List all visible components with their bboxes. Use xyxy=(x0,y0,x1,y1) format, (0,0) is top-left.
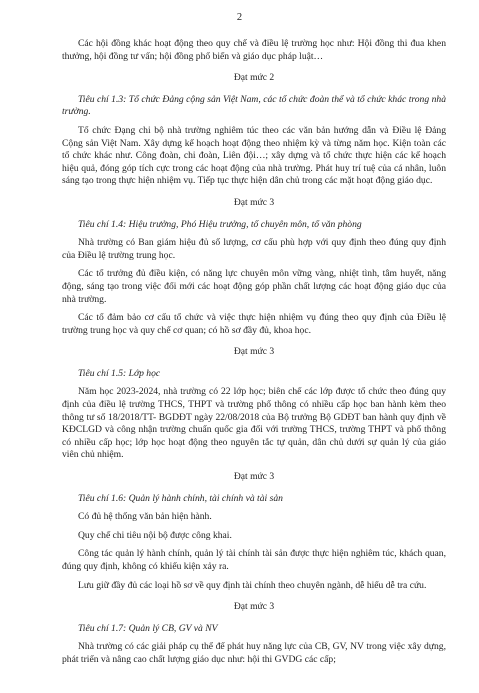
paragraph: Các tổ đảm bảo cơ cấu tổ chức và việc thực hiện nhiệm vụ đúng theo quy định của Điều lệ trường trung học và quy chế cơ quan; có hồ sơ đầy đủ, khoa học. xyxy=(62,312,446,336)
criterion-heading: Tiêu chí 1.5: Lớp học xyxy=(78,367,161,379)
paragraph: Nhà trường có các giải pháp cụ thể để phát huy năng lực của CB, GV, NV trong việc xây dựng, phát triển và nâng cao chất lượng giáo dục như: hội thi GVDG các cấp; xyxy=(62,641,446,665)
paragraph: Công tác quản lý hành chính, quản lý tài chính tài sản được thực hiện nghiêm túc, khách quan, đúng quy định, không có khiếu kiện xảy ra. xyxy=(62,548,446,572)
criterion-heading: Tiêu chí 1.4: Hiệu trưởng, Phó Hiệu trưởng, tổ chuyên môn, tổ văn phòng xyxy=(78,218,362,230)
level-heading: Đạt mức 3 xyxy=(233,471,275,483)
level-heading: Đạt mức 3 xyxy=(233,601,275,613)
criterion-heading: Tiêu chí 1.6: Quản lý hành chính, tài chính và tài sản xyxy=(78,492,283,504)
paragraph: Lưu giữ đầy đủ các loại hồ sơ về quy định tài chính theo chuyên ngành, dễ hiểu dễ tra cứu. xyxy=(78,579,427,591)
paragraph: Có đủ hệ thống văn bản hiện hành. xyxy=(78,511,212,523)
paragraph: Tổ chức Đạng chi bộ nhà trường nghiêm túc theo các văn bản hướng dẫn và Điều lệ Đảng Cộng sản Việt Nam. Xây dựng kế hoạch hoạt động theo nhiệm kỳ và từng năm học. Kiện toàn các tổ chức khác như. Công đoàn, chi đoàn, Liên đội…; xây dựng và tổ chức thực hiện các kế hoạch hiệu quả, đóng góp tích cực trong các hoạt động của nhà trường. Phát huy trí tuệ của cá nhân, luôn sáng tạo trong thực hiện nhiệm vụ. Tiếp tục thực hiện dân chủ trong các mặt hoạt động giáo dục. xyxy=(62,124,446,187)
paragraph: Các tổ trưởng đủ điều kiện, có năng lực chuyên môn vững vàng, nhiệt tình, tâm huyết, năng động, sáng tạo trong việc đổi mới các hoạt động góp phần chất lượng các hoạt động giáo dục của nhà trường. xyxy=(62,268,446,305)
paragraph: Các hội đồng khác hoạt động theo quy chế và điều lệ trường học như: Hội đồng thi đua khen thưởng, hội đồng tư vấn; hội đồng phổ biến và giáo dục pháp luật… xyxy=(62,38,446,62)
criterion-heading: Tiêu chí 1.7: Quản lý CB, GV và NV xyxy=(78,622,218,634)
level-heading: Đạt mức 3 xyxy=(233,196,275,208)
document-body xyxy=(62,38,446,673)
criterion-heading: Tiêu chí 1.3: Tổ chức Đảng cộng sản Việt Nam, các tổ chức đoàn thể và tổ chức khác trong nhà trường. xyxy=(62,93,446,118)
paragraph: Nhà trường có Ban giám hiệu đủ số lượng, cơ cấu phù hợp với quy định theo đúng quy định của Điều lệ trường trung học. xyxy=(62,237,446,261)
level-heading: Đạt mức 2 xyxy=(233,72,275,84)
paragraph: Năm học 2023-2024, nhà trường có 22 lớp học; biên chế các lớp được tổ chức theo đúng quy định của điều lệ trường THCS, THPT và trường phổ thông có nhiều cấp học ban hành kèm theo thông tư số 18/2018/TT- BGDĐT ngày 22/08/2018 của Bộ trưởng Bộ GDĐT ban hành quy định về KĐCLGD và công nhận trường chuẩn quốc gia đối với trường THCS, trường THPT và phổ thông có nhiều cấp học; lớp học hoạt động theo nguyên tắc tự quản, dân chủ dưới sự quản lý của giáo viên chủ nhiệm. xyxy=(62,386,446,461)
page-number: 2 xyxy=(236,12,243,23)
level-heading: Đạt mức 3 xyxy=(233,346,275,358)
paragraph: Quy chế chi tiêu nội bộ được công khai. xyxy=(78,529,232,541)
